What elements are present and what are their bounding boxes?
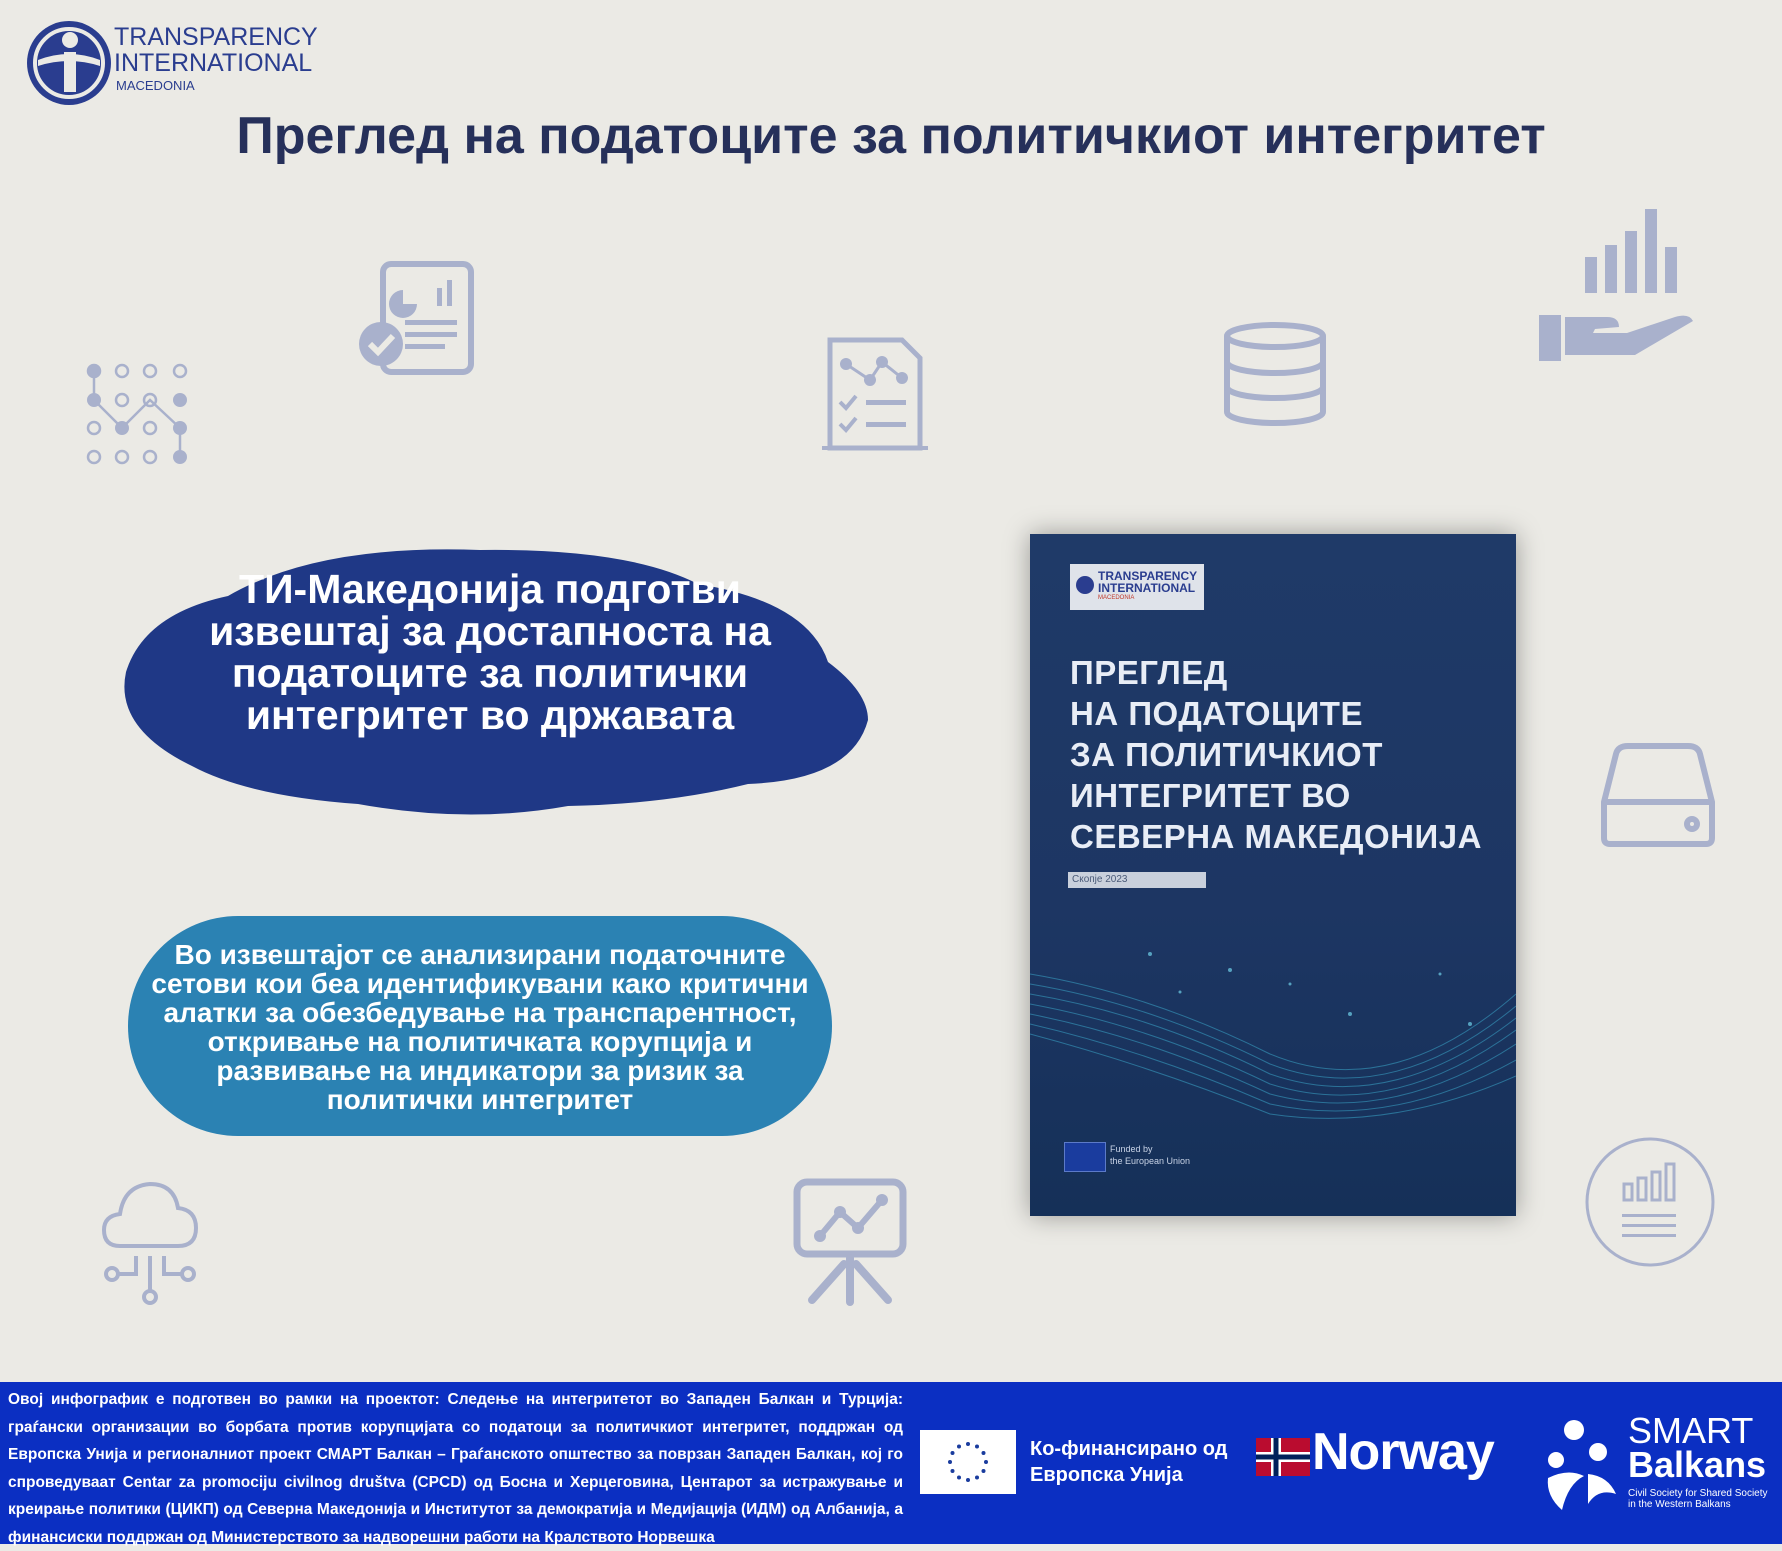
cover-title-line: ИНТЕГРИТЕТ ВО: [1070, 777, 1351, 814]
cover-funded-line-2: the European Union: [1110, 1156, 1191, 1166]
ti-macedonia-logo: [24, 18, 324, 110]
footer: [0, 1382, 1782, 1544]
smart-sub-1: Civil Society for Shared Society: [1628, 1488, 1768, 1499]
eu-line-1: Ко-финансирано од: [1030, 1438, 1228, 1460]
smart-balkans-logo-icon: [1538, 1418, 1624, 1514]
circle-bar-chart-icon: [1582, 1134, 1718, 1270]
cover-logo-icon: [1076, 576, 1094, 594]
cover-title-line: НА ПОДАТОЦИТЕ: [1070, 695, 1363, 732]
report-cover: [1030, 534, 1516, 1216]
blob-text: ТИ-Македонија подготви извештај за достапноста на податоците за политички интегритет во државата: [209, 566, 771, 738]
smart-sub-2: in the Western Balkans: [1628, 1499, 1731, 1510]
eu-flag-icon: [920, 1430, 1016, 1494]
smart-line-1: SMART: [1628, 1410, 1754, 1451]
summary-pill-text: Во извештајот се анализирани податочните сетови кои беа идентификувани како критични алатки за обезбедување на транспарентност, откривање на политичката корупција и развивање на индикатори за ризик за политички интегритет: [151, 939, 809, 1115]
logo-line-2: INTERNATIONAL: [114, 49, 313, 77]
cover-logo: [1070, 564, 1204, 610]
norway-flag-icon: [1256, 1438, 1310, 1476]
smart-line-2: Balkans: [1628, 1444, 1767, 1485]
cover-place-year: Скопје 2023: [1068, 872, 1206, 888]
cover-wave-graphic: [1030, 934, 1516, 1134]
eu-line-2: Европска Унија: [1030, 1464, 1183, 1486]
ti-logo-icon: [24, 18, 114, 108]
presentation-chart-icon: [792, 1178, 908, 1306]
cover-logo-line-1: TRANSPARENCY: [1098, 569, 1198, 583]
cover-logo-line-3: MACEDONIA: [1098, 595, 1135, 601]
cover-logo-line-2: INTERNATIONAL: [1098, 581, 1196, 595]
cover-title: [1070, 652, 1482, 857]
document-graph-checklist-icon: [822, 336, 928, 452]
norway-text: Norway: [1312, 1423, 1494, 1481]
cover-title-line: ЗА ПОЛИТИЧКИОТ: [1070, 736, 1383, 773]
logo-line-3: MACEDONIA: [116, 78, 195, 93]
cover-title-line: СЕВЕРНА МАКЕДОНИЈА: [1070, 818, 1482, 855]
hand-bar-chart-icon: [1535, 205, 1700, 365]
report-chart-check-icon: [355, 260, 475, 380]
database-icon: [1220, 320, 1330, 430]
network-dots-icon: [80, 360, 196, 470]
cloud-network-icon: [100, 1176, 200, 1308]
cover-funded-line-1: Funded by: [1110, 1144, 1153, 1154]
hard-drive-icon: [1600, 742, 1716, 848]
footer-text: Овој инфографик е подготвен во рамки на проектот: Следење на интегритетот во Западен Балкан и Турција: граѓански организации во борбата против корупцијата со податоци за политичкиот интегритет, поддржан од Европска Унија и регионалниот проект СМАРТ Балкан – Граѓанското општество за поврзан Западен Балкан, кој го спроведуваат Centar za promociju civilnog društva (CPCD) од Босна и Херцеговина, Центарот за истражување и креирање политики (ЦИКП) од Северна Македонија и Институтот за демократија и Медијација (ИДМ) од Албанија, а финансиски поддржан од Министерството за надворешни работи на Кралството Норвешка: [8, 1391, 903, 1546]
cover-title-line: ПРЕГЛЕД: [1070, 654, 1228, 691]
page-title: Преглед на податоците за политичкиот интегритет: [236, 107, 1546, 165]
logo-line-1: TRANSPARENCY: [114, 23, 318, 51]
eu-flag-small-icon: [1064, 1142, 1106, 1172]
